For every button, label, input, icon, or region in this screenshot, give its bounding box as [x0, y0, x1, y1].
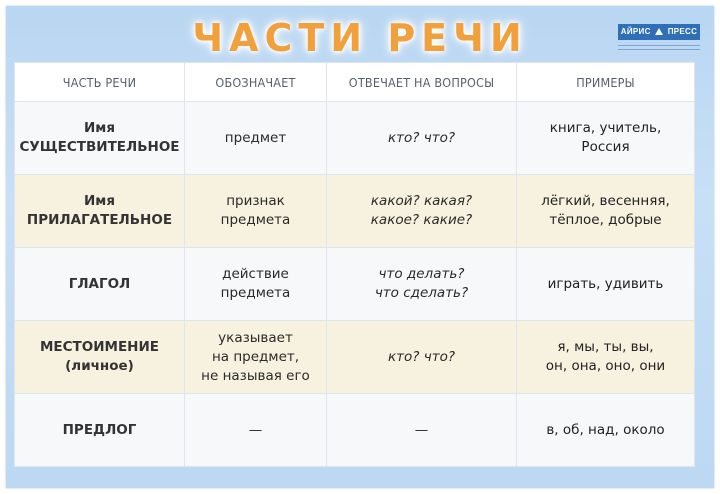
cell-line: что сделать?: [374, 285, 469, 301]
header-part-of-speech: ЧАСТЬ РЕЧИ: [15, 63, 185, 102]
cell-line: предмет: [224, 129, 287, 146]
cell-line: на предмет,: [211, 348, 300, 365]
cell-line: тёплое, добрые: [549, 212, 662, 228]
cell-line: какой? какая?: [370, 193, 473, 209]
cell-questions: [327, 248, 517, 321]
cell-means: [185, 102, 327, 175]
cell-line: не называя его: [201, 367, 310, 384]
cell-line: лёгкий, весенняя,: [541, 193, 670, 209]
publisher-name-right: ПРЕСС: [667, 27, 698, 36]
table-row: [15, 248, 695, 321]
header-means: ОБОЗНАЧАЕТ: [185, 63, 327, 102]
cell-line: (личное): [65, 358, 134, 374]
publisher-logo: [618, 24, 700, 40]
cell-line: ПРИЛАГАТЕЛЬНОЕ: [26, 212, 173, 228]
cell-line: кто? что?: [388, 348, 455, 365]
publisher-fine-print: [618, 42, 700, 52]
cell-examples: [517, 394, 695, 467]
page-title: ЧАСТИ РЕЧИ: [192, 16, 528, 60]
cell-part-of-speech: [15, 321, 185, 394]
cell-line: что делать?: [378, 266, 465, 282]
cell-line: в, об, над, около: [546, 421, 665, 438]
triangle-logo-icon: [655, 28, 663, 35]
cell-questions: [327, 175, 517, 248]
cell-means: [185, 321, 327, 394]
cell-line: Россия: [581, 139, 630, 155]
cell-line: —: [248, 421, 263, 438]
cell-line: признак: [226, 193, 285, 209]
cell-examples: [517, 248, 695, 321]
cell-part-of-speech: [15, 248, 185, 321]
cell-line: действие: [222, 266, 289, 282]
cell-line: ПРЕДЛОГ: [62, 421, 137, 438]
header-examples: ПРИМЕРЫ: [517, 63, 695, 102]
cell-line: играть, удивить: [547, 275, 664, 292]
cell-part-of-speech: [15, 175, 185, 248]
cell-examples: [517, 175, 695, 248]
cell-line: я, мы, ты, вы,: [557, 339, 654, 355]
cell-line: предмета: [220, 285, 291, 301]
cell-line: Имя: [83, 120, 115, 136]
cell-examples: [517, 102, 695, 175]
cell-questions: [327, 394, 517, 467]
cell-line: кто? что?: [388, 129, 455, 146]
cell-line: СУЩЕСТВИТЕЛЬНОЕ: [19, 139, 180, 155]
cell-line: книга, учитель,: [549, 120, 662, 136]
publisher-name-left: АЙРИС: [620, 27, 651, 36]
cell-examples: [517, 321, 695, 394]
table-row: [15, 102, 695, 175]
cell-line: —: [414, 421, 429, 438]
cell-line: ГЛАГОЛ: [68, 275, 131, 292]
cell-means: [185, 394, 327, 467]
cell-means: [185, 248, 327, 321]
header-questions: ОТВЕЧАЕТ НА ВОПРОСЫ: [327, 63, 517, 102]
cell-means: [185, 175, 327, 248]
cell-line: какое? какие?: [370, 212, 473, 228]
cell-part-of-speech: [15, 102, 185, 175]
table-header-row: [15, 63, 695, 102]
cell-questions: [327, 321, 517, 394]
cell-line: он, она, оно, они: [545, 358, 666, 374]
table-row: [15, 321, 695, 394]
cell-part-of-speech: [15, 394, 185, 467]
table-row: [15, 175, 695, 248]
table-row: [15, 394, 695, 467]
cell-line: МЕСТОИМЕНИЕ: [39, 339, 160, 355]
cell-line: Имя: [83, 193, 115, 209]
cell-questions: [327, 102, 517, 175]
cell-line: предмета: [220, 212, 291, 228]
parts-of-speech-table: [14, 62, 695, 467]
cell-line: указывает: [218, 329, 293, 346]
